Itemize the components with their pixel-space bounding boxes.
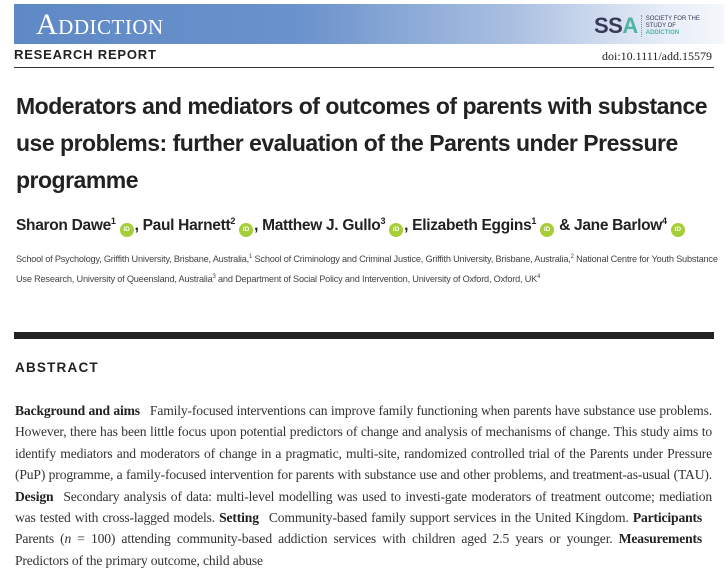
abstract-body (15, 400, 712, 571)
author-list (16, 216, 716, 237)
orcid-icon[interactable]: iD (671, 223, 685, 237)
affiliation-marker: 4 (537, 274, 541, 281)
orcid-icon[interactable]: iD (389, 223, 403, 237)
author (412, 217, 555, 234)
author-name: Sharon Dawe (16, 217, 111, 235)
abstract-italic-symbol: n (64, 531, 72, 547)
author-name: Elizabeth Eggins (412, 217, 532, 235)
author-affiliation-marker: 1 (110, 216, 116, 226)
abstract-heading: ABSTRACT (15, 360, 99, 375)
affiliation-text: School of Criminology and Criminal Justice, Griffith University, Brisbane, Australia, (252, 254, 571, 265)
ssa-logo-letters (594, 15, 638, 37)
orcid-icon[interactable]: iD (540, 223, 554, 237)
abstract-section-text: Family-focused interventions can improve family functioning when parents have substance use problems. However, there has been little focus upon potential predictors of change and analysis of mechanisms of change. This study aims to identify mediators and moderators of change in a pragmatic, multi-site, randomized controlled trial of the Parents under Pressure (PuP) programme, a family-focused intervention for parents with substance use and other problems, and treatment-as-usual (TAU). (15, 403, 712, 483)
ssa-logo-line2: STUDY OF (645, 22, 676, 29)
abstract-section-text: Community-based family support services in the United Kingdom. (268, 510, 629, 526)
doi-link[interactable]: doi:10.1111/add.15579 (602, 49, 712, 63)
abstract-section-label: Participants (632, 510, 703, 526)
abstract-section-text: Parents ( (15, 531, 65, 547)
abstract-section-text: Predictors of the primary outcome, child abuse (15, 552, 263, 568)
author-separator: , (134, 217, 143, 235)
ssa-logo-ss: SS (594, 13, 623, 38)
author (574, 217, 686, 234)
author-separator: & (555, 217, 575, 235)
ssa-logo-line3: ADDICTION (645, 29, 680, 36)
abstract-section-label: Setting (219, 510, 259, 526)
affiliations (16, 248, 721, 288)
affiliation-marker: 2 (570, 254, 574, 260)
orcid-icon[interactable]: iD (239, 223, 253, 237)
author-affiliation-marker: 2 (230, 216, 236, 226)
affiliation-text: and Department of Social Policy and Intervention, University of Oxford, Oxford, UK (215, 274, 538, 285)
journal-name: Addiction (36, 8, 164, 41)
ssa-logo-a: A (622, 13, 638, 38)
author-name: Matthew J. Gullo (262, 217, 381, 235)
author-affiliation-marker: 3 (380, 216, 386, 226)
author-name: Jane Barlow (574, 217, 663, 235)
header-rule (14, 67, 714, 68)
ssa-logo-divider (641, 15, 643, 37)
author (262, 217, 404, 234)
article-title: Moderators and mediators of outcomes of parents with substance use problems: further evaluation of the Parents under Pressure programme (16, 93, 708, 193)
author-separator: , (404, 217, 413, 235)
affiliation-text: National Centre for Youth Substance Use Research, University of Queensland, Australia (16, 254, 718, 285)
abstract-section-label: Background and aims (15, 403, 140, 418)
article-type: RESEARCH REPORT (14, 47, 157, 62)
author (143, 217, 254, 234)
orcid-icon[interactable]: iD (120, 223, 134, 237)
section-divider (14, 332, 714, 339)
author (16, 217, 135, 234)
abstract-section-text: = 100) attending community-based addiction services with children aged 2.5 years or younger. (71, 531, 613, 547)
ssa-logo-line1: SOCIETY FOR THE (645, 15, 700, 22)
ssa-logo-text (646, 16, 700, 37)
author-affiliation-marker: 4 (662, 216, 667, 226)
abstract-section-text: Secondary analysis of data: multi-level modelling was used to investi-gate moderators of treatment outcome; mediation was tested with cross-lagged models. (15, 488, 712, 526)
abstract-section-label: Design (15, 488, 54, 504)
author-name: Paul Harnett (142, 217, 231, 235)
author-affiliation-marker: 1 (531, 216, 537, 226)
abstract-section-label: Measurements (618, 531, 703, 547)
affiliation-marker: 1 (249, 254, 253, 260)
ssa-logo (594, 13, 700, 39)
affiliation-text: School of Psychology, Griffith University, Brisbane, Australia, (16, 254, 250, 265)
author-separator: , (254, 217, 263, 235)
affiliation-marker: 3 (212, 274, 216, 281)
